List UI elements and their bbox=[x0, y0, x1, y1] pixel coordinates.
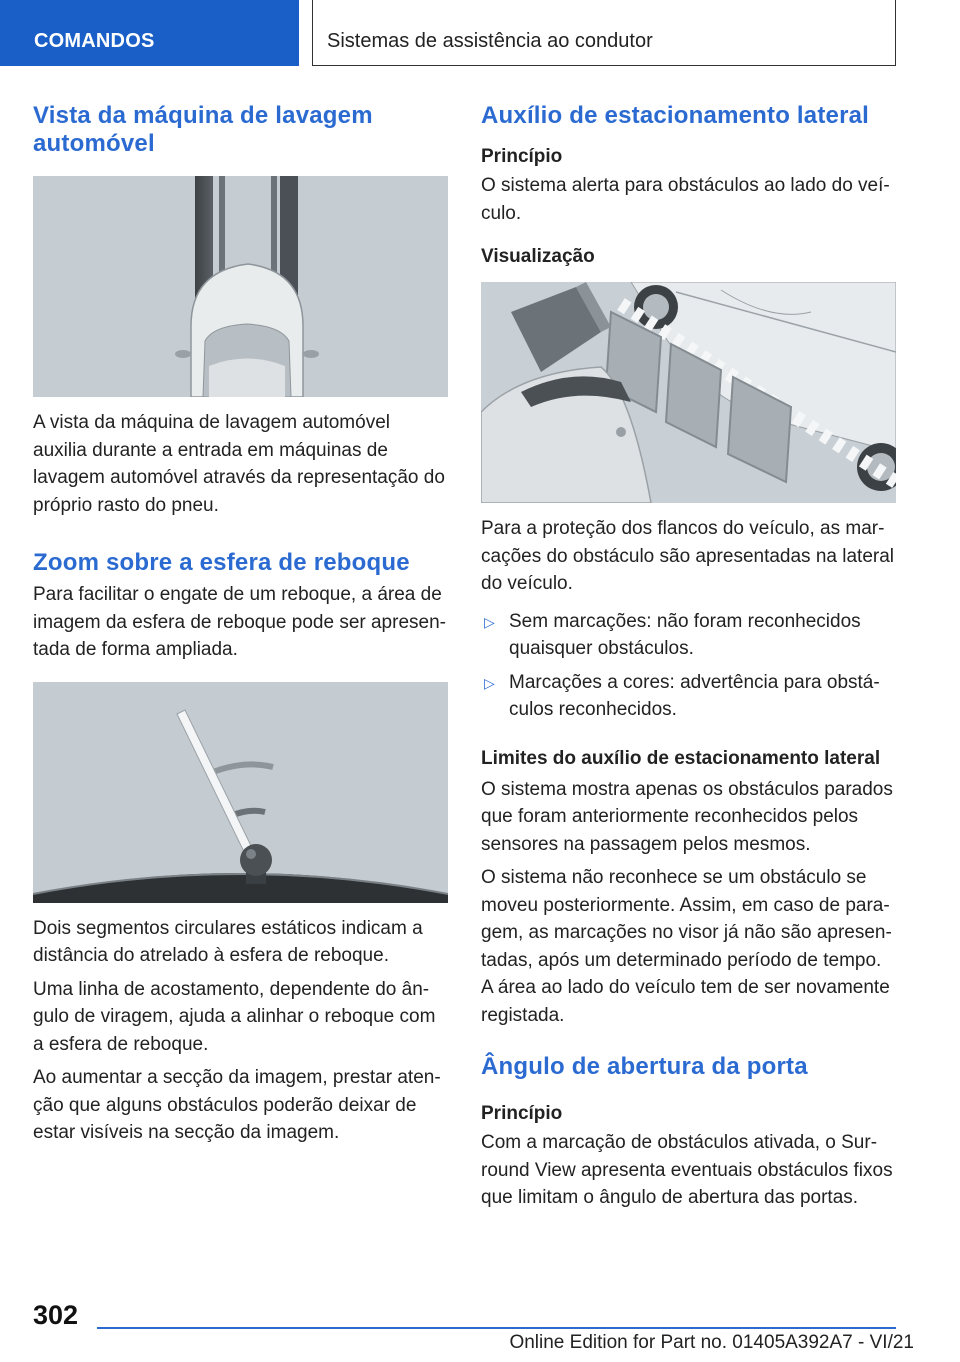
footer-divider bbox=[97, 1327, 896, 1329]
triangle-bullet-icon: ▷ bbox=[484, 613, 495, 630]
tow-ball-zoom-intro: Para facilitar o engate de um reboque, a área de imagem da esfera de reboque pode ser apresentada de forma ampliada. bbox=[33, 584, 446, 660]
section-title-car-wash-view: Vista da máquina de lavagem automóvel bbox=[33, 102, 373, 157]
bullet-no-markings: Sem marcações: não foram reconhecidos quaisquer obstáculos. bbox=[509, 610, 861, 659]
right-column bbox=[481, 102, 896, 1212]
triangle-bullet-icon: ▷ bbox=[484, 674, 495, 691]
limits-text-1: O sistema mostra apenas os obstáculos parados que foram anteriormente reconhecidos pelos sensores na passagem pelos mesmos. bbox=[481, 778, 893, 855]
limits-heading: Limites do auxílio de estacionamento lateral bbox=[481, 747, 881, 769]
car-wash-view-image bbox=[33, 176, 448, 397]
car-wash-view-description: A vista da máquina de lavagem automóvel auxilia durante a entrada em máquinas de lavagem automóvel através da representação do próprio rasto do pneu. bbox=[33, 412, 445, 516]
door-principle-text: Com a marcação de obstáculos ativada, o Surround View apresenta eventuais obstáculos fixos que limitam o ângulo de abertura das portas. bbox=[481, 1132, 893, 1208]
section-title-side-parking-assist: Auxílio de estacionamento lateral bbox=[481, 102, 870, 129]
marking-states-list bbox=[481, 608, 896, 724]
section-title-door-opening-angle: Ângulo de abertura da porta bbox=[481, 1053, 808, 1080]
display-heading: Visualização bbox=[481, 246, 595, 267]
limits-text-2: O sistema não reconhece se um obstáculo se moveu posteriormente. Assim, em caso de paragem, as marcações no visor já não são apresentadas, após um determinado período de tempo. A área ao lado do veículo tem de ser novamente registada. bbox=[481, 867, 892, 1026]
list-item bbox=[481, 608, 896, 663]
principle-heading: Princípio bbox=[481, 146, 563, 167]
tow-ball-circle-segments-text: Dois segmentos circulares estáticos indicam a distância do atrelado à esfera de reboque. bbox=[33, 917, 423, 966]
side-parking-display-text: Para a proteção dos flancos do veículo, as marcações do obstáculo são apresentadas na lateral do veículo. bbox=[481, 518, 894, 594]
tow-ball-zoom-image bbox=[33, 682, 448, 903]
section-tab: COMANDOS bbox=[0, 0, 299, 66]
section-title-tow-ball-zoom: Zoom sobre a esfera de reboque bbox=[33, 549, 410, 576]
bullet-colored-markings: Marcações a cores: advertência para obstáculos reconhecidos. bbox=[509, 671, 880, 720]
tow-ball-zoom-note: Ao aumentar a secção da imagem, prestar atenção que alguns obstáculos poderão deixar de estar visíveis na secção da imagem. bbox=[33, 1067, 441, 1143]
page-header bbox=[0, 0, 960, 66]
tow-ball-guide-line-text: Uma linha de acostamento, dependente do ângulo de viragem, ajuda a alinhar o reboque com a esfera de reboque. bbox=[33, 978, 436, 1055]
door-principle-heading: Princípio bbox=[481, 1103, 563, 1124]
edition-info: Online Edition for Part no. 01405A392A7 - VI/21 bbox=[509, 1332, 914, 1353]
side-parking-assist-image bbox=[481, 282, 896, 503]
side-parking-principle-text: O sistema alerta para obstáculos ao lado do veículo. bbox=[481, 175, 890, 224]
chapter-title: Sistemas de assistência ao condutor bbox=[312, 0, 896, 66]
list-item bbox=[481, 669, 896, 724]
left-column bbox=[33, 102, 448, 1147]
page-number: 302 bbox=[33, 1300, 79, 1330]
